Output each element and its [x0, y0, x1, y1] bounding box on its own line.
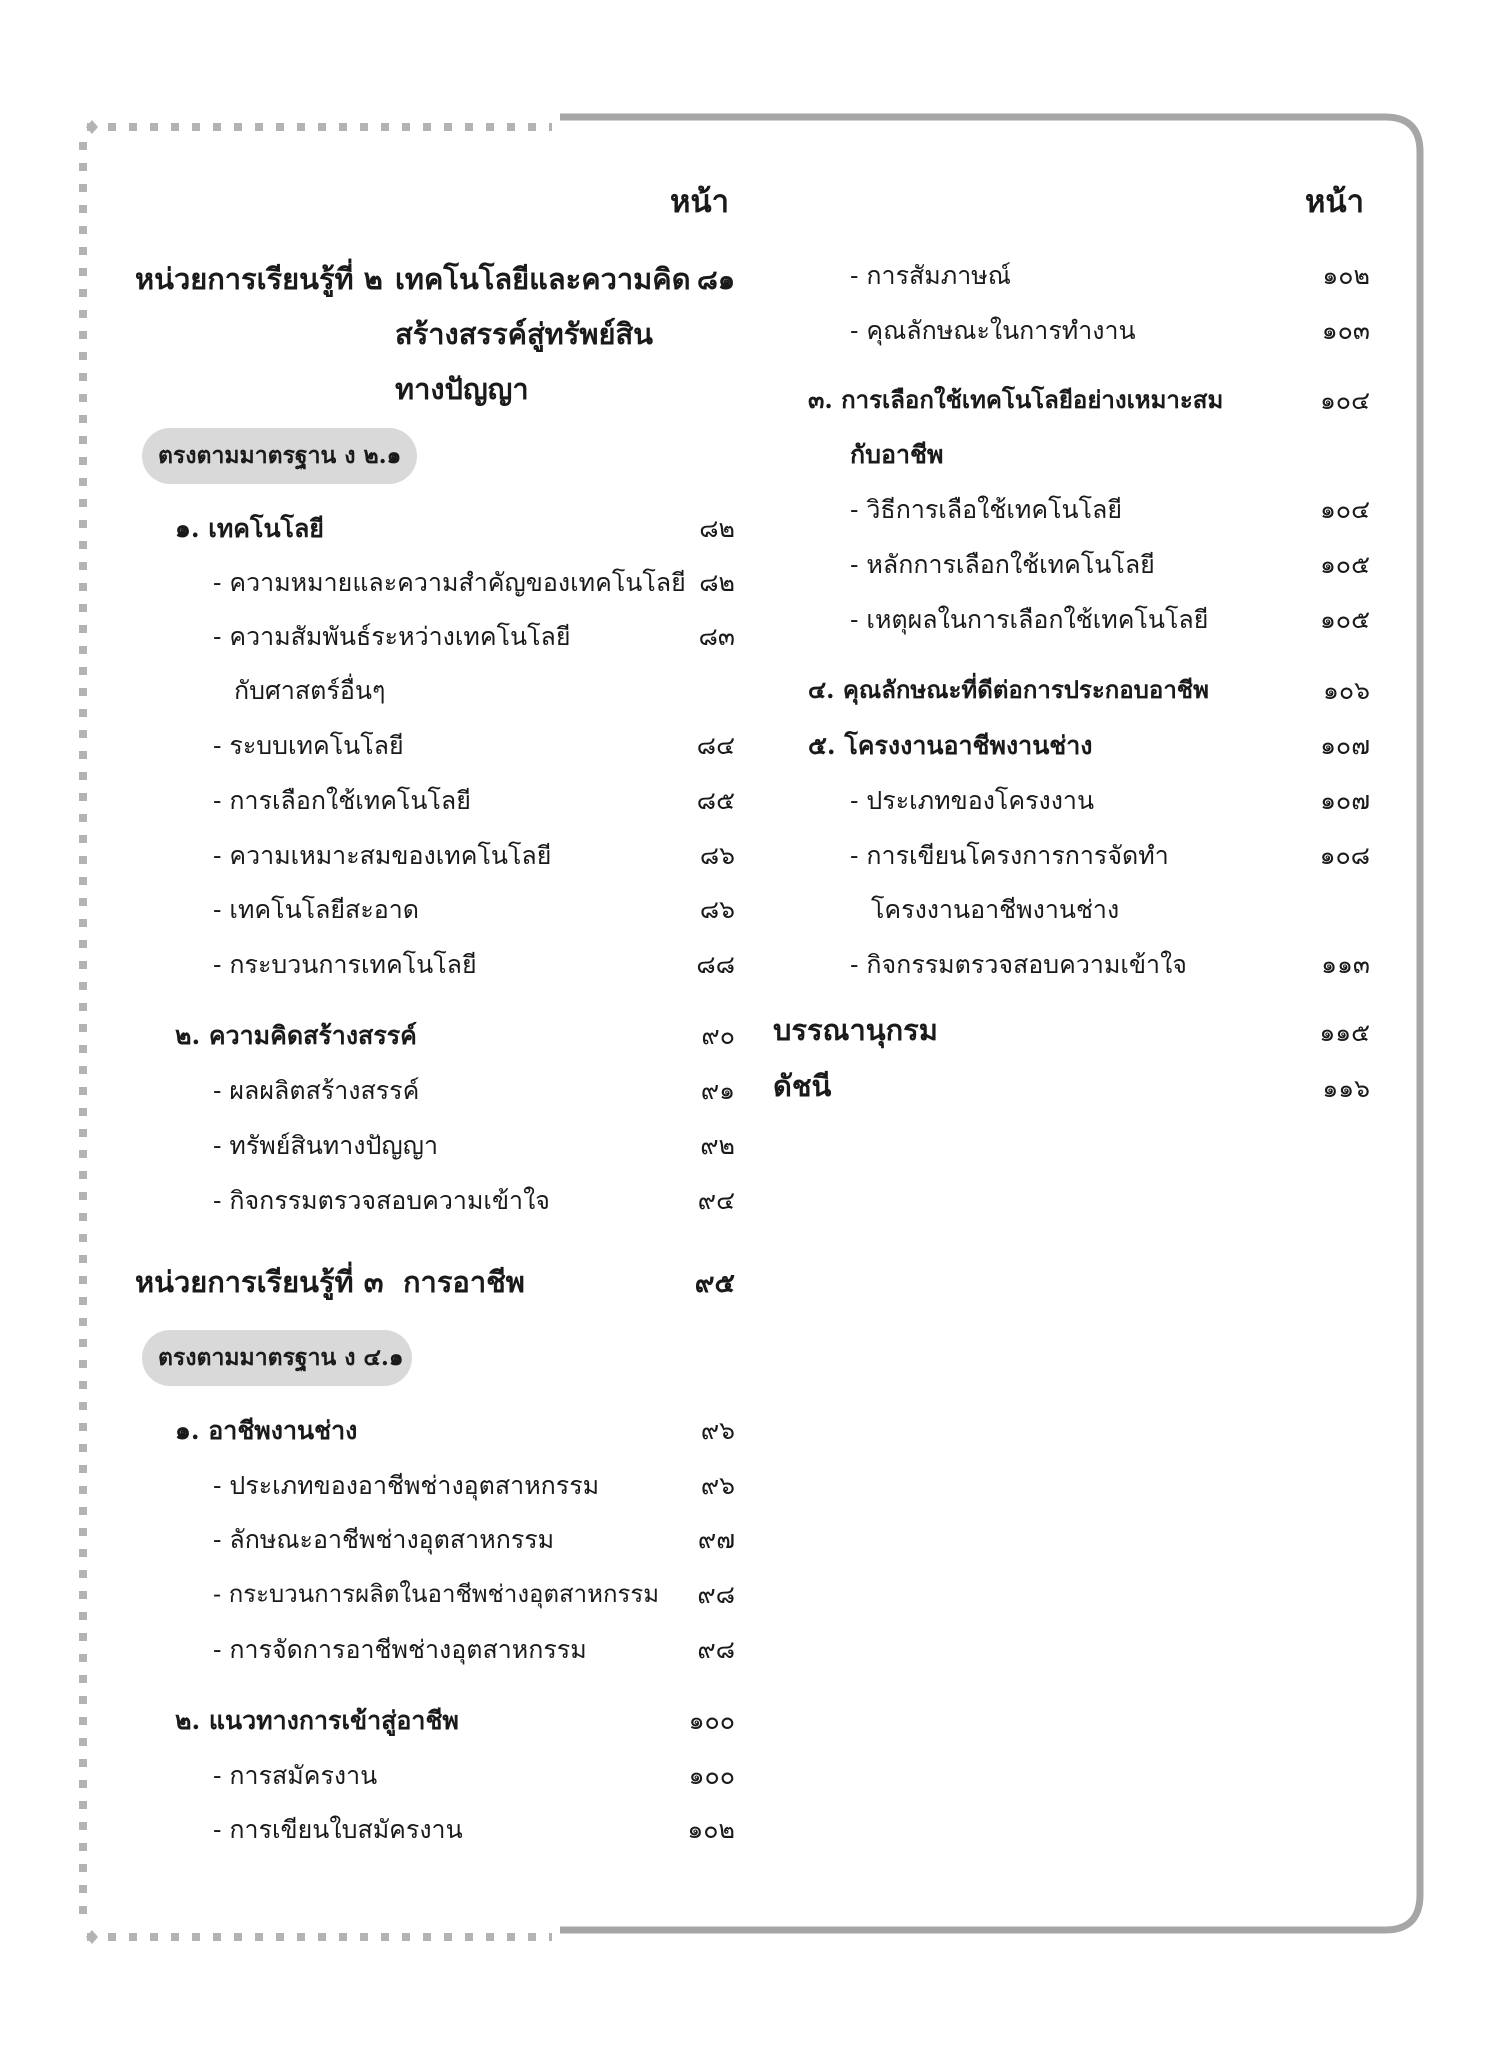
bibliography-page: ๑๑๕: [1319, 1018, 1370, 1047]
toc-item-continuation: โครงงานอาชีพงานช่าง: [871, 895, 1120, 924]
toc-item: - ลักษณะอาชีพช่างอุตสาหกรรม: [213, 1525, 555, 1554]
toc-item-page: ๙๘: [697, 1580, 735, 1609]
toc-item: - กิจกรรมตรวจสอบความเข้าใจ: [213, 1186, 550, 1215]
unit-3-section-1-page: ๙๖: [700, 1416, 735, 1445]
toc-item-page: ๑๐๘: [1319, 841, 1370, 870]
unit-3-section-4-label: ๔. คุณลักษณะที่ดีต่อการประกอบอาชีพ: [808, 675, 1209, 704]
unit-2-title-line-2: สร้างสรรค์สู่ทรัพย์สิน: [395, 317, 653, 351]
toc-item-page: ๘๔: [696, 731, 735, 760]
toc-item: - คุณลักษณะในการทำงาน: [850, 316, 1136, 345]
toc-item: - กระบวนการผลิตในอาชีพช่างอุตสาหกรรม: [213, 1580, 660, 1608]
toc-item: - การเขียนโครงการการจัดทำ: [850, 841, 1169, 870]
toc-item-page: ๙๑: [700, 1076, 735, 1105]
toc-item-page: ๑๑๓: [1321, 950, 1370, 979]
unit-2-title-line-1: เทคโนโลยีและความคิด: [395, 262, 691, 296]
toc-item: - การสมัครงาน: [213, 1761, 378, 1790]
toc-item-page: ๙๖: [700, 1471, 735, 1500]
unit-2-page: ๘๑: [697, 265, 735, 296]
toc-item-page: ๘๖: [699, 841, 735, 870]
standard-badge-unit-3: ตรงตามมาตรฐาน ง ๔.๑: [142, 1330, 412, 1386]
toc-item: - ความหมายและความสำคัญของเทคโนโลยี: [213, 568, 686, 597]
toc-item-page: ๘๘: [696, 950, 735, 979]
unit-3-title: การอาชีพ: [403, 1265, 525, 1299]
unit-3-page: ๙๕: [694, 1268, 735, 1299]
unit-3-section-2-page: ๑๐๐: [688, 1706, 735, 1735]
page-column-header-left: หน้า: [670, 184, 730, 220]
toc-item: - ระบบเทคโนโลยี: [213, 731, 404, 760]
toc-item-page: ๙๔: [697, 1186, 735, 1215]
toc-item: - ผลผลิตสร้างสรรค์: [213, 1076, 420, 1105]
toc-item-page: ๘๕: [696, 786, 735, 815]
index-label: ดัชนี: [773, 1069, 832, 1103]
toc-item: - ประเภทของโครงงาน: [850, 786, 1095, 815]
toc-item: - กระบวนการเทคโนโลยี: [213, 950, 477, 979]
unit-3-section-3-label: ๓. การเลือกใช้เทคโนโลยีอย่างเหมาะสม: [808, 385, 1224, 414]
toc-item-page: ๑๐๗: [1320, 786, 1370, 815]
unit-3-section-5-label: ๕. โครงงานอาชีพงานช่าง: [808, 731, 1093, 760]
unit-2-label: หน่วยการเรียนรู้ที่ ๒: [135, 262, 383, 296]
unit-2-section-1-page: ๘๒: [699, 514, 735, 543]
toc-item: - วิธีการเลือใช้เทคโนโลยี: [850, 495, 1123, 524]
unit-3-section-4-page: ๑๐๖: [1323, 676, 1370, 705]
toc-item: - ทรัพย์สินทางปัญญา: [213, 1131, 439, 1160]
toc-item: - เทคโนโลยีสะอาด: [213, 895, 420, 924]
toc-item-page: ๙๗: [697, 1525, 735, 1554]
bibliography-label: บรรณานุกรม: [773, 1013, 938, 1047]
page-column-header-right: หน้า: [1305, 184, 1365, 220]
toc-item: - กิจกรรมตรวจสอบความเข้าใจ: [850, 950, 1187, 979]
unit-2-section-2-label: ๒. ความคิดสร้างสรรค์: [175, 1021, 417, 1050]
toc-item: - เหตุผลในการเลือกใช้เทคโนโลยี: [850, 605, 1209, 634]
toc-item-page: ๑๐๒: [687, 1815, 735, 1844]
unit-2-section-1-label: ๑. เทคโนโลยี: [175, 514, 324, 543]
toc-item-page: ๑๐๓: [1321, 316, 1370, 345]
unit-3-section-2-label: ๒. แนวทางการเข้าสู่อาชีพ: [175, 1706, 459, 1735]
unit-3-section-5-page: ๑๐๗: [1320, 731, 1370, 760]
unit-2-section-2-page: ๙๐: [701, 1021, 735, 1050]
unit-3-label: หน่วยการเรียนรู้ที่ ๓: [135, 1265, 384, 1299]
index-page: ๑๑๖: [1322, 1074, 1370, 1103]
toc-item: - การจัดการอาชีพช่างอุตสาหกรรม: [213, 1635, 587, 1664]
toc-item: - ประเภทของอาชีพช่างอุตสาหกรรม: [213, 1471, 600, 1500]
toc-item-page: ๑๐๒: [1322, 261, 1370, 290]
standard-badge-unit-2: ตรงตามมาตรฐาน ง ๒.๑: [142, 428, 417, 484]
toc-item-page: ๑๐๕: [1319, 550, 1370, 579]
toc-item: - ความสัมพันธ์ระหว่างเทคโนโลยี: [213, 622, 571, 651]
toc-item-page: ๘๒: [699, 568, 735, 597]
toc-item: - ความเหมาะสมของเทคโนโลยี: [213, 841, 552, 870]
toc-item: - การสัมภาษณ์: [850, 261, 1011, 290]
toc-item-page: ๘๓: [698, 622, 735, 651]
unit-2-title-line-3: ทางปัญญา: [395, 372, 529, 406]
toc-item-page: ๑๐๐: [688, 1761, 735, 1790]
toc-item-continuation: กับศาสตร์อื่นๆ: [234, 676, 386, 705]
toc-item: - หลักการเลือกใช้เทคโนโลยี: [850, 550, 1155, 579]
toc-item: - การเลือกใช้เทคโนโลยี: [213, 786, 471, 815]
toc-item-page: ๘๖: [699, 895, 735, 924]
toc-item-page: ๑๐๕: [1319, 605, 1370, 634]
unit-3-section-3-continuation: กับอาชีพ: [850, 440, 944, 469]
toc-item-page: ๙๘: [697, 1635, 735, 1664]
toc-item: - การเขียนใบสมัครงาน: [213, 1815, 463, 1844]
toc-item-page: ๙๒: [700, 1131, 735, 1160]
unit-3-section-3-page: ๑๐๔: [1319, 386, 1370, 415]
unit-3-section-1-label: ๑. อาชีพงานช่าง: [175, 1416, 358, 1445]
toc-item-page: ๑๐๔: [1319, 495, 1370, 524]
